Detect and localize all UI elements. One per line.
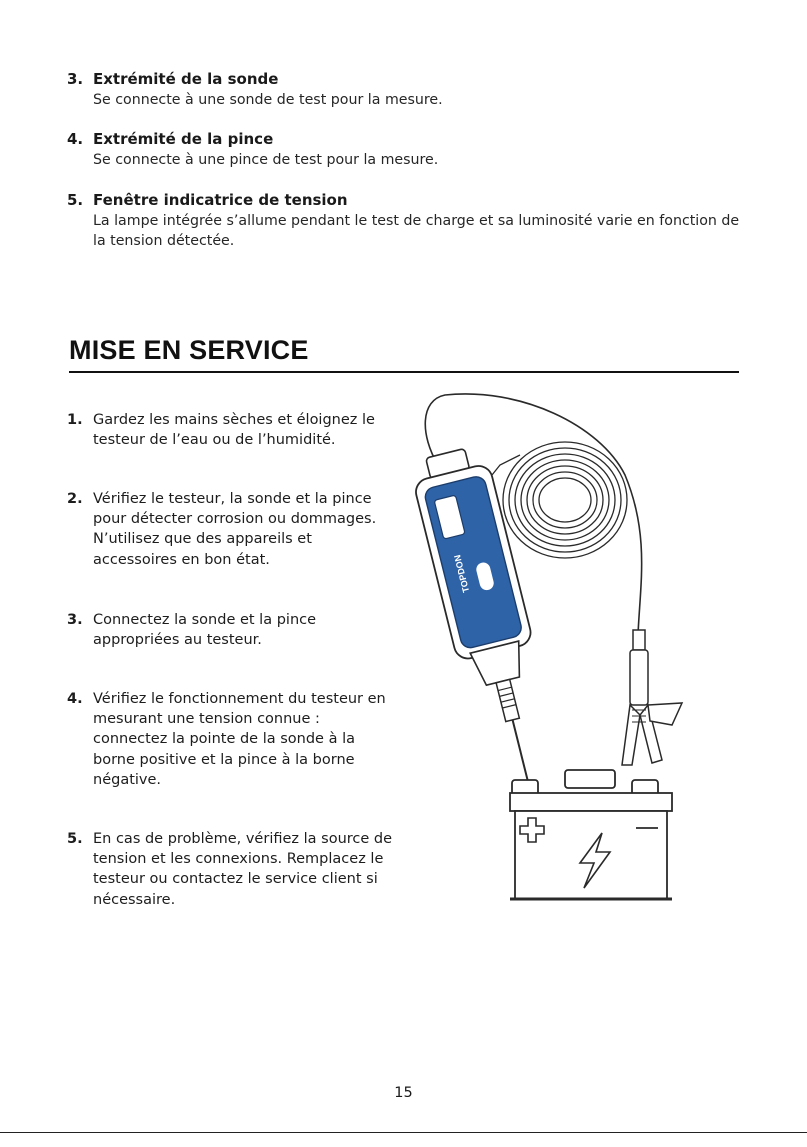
step-text: Gardez les mains sèches et éloignez le testeur de l’eau ou de l’humidité. <box>93 412 375 449</box>
step-number: 1. <box>67 412 83 428</box>
step-text: En cas de problème, vérifiez la source de tension et les connexions. Remplacez le testeur ou contactez le service client si nécessaire. <box>93 831 393 908</box>
item-description: La lampe intégrée s’allume pendant le test de charge et sa luminosité varie en fonction de la tension détectée. <box>93 213 740 249</box>
item-description: Se connecte à une sonde de test pour la mesure. <box>93 92 443 108</box>
step-text: Connectez la sonde et la pince appropriées au testeur. <box>93 612 317 649</box>
section-title: MISE EN SERVICE <box>69 335 309 365</box>
bottom-divider <box>0 1132 807 1133</box>
tester-device <box>408 444 576 832</box>
item-title: Extrémité de la pince <box>93 130 274 148</box>
page-number: 15 <box>394 1085 413 1101</box>
step-number: 4. <box>67 691 83 707</box>
step-number: 5. <box>67 831 83 847</box>
item-number: 3. <box>67 70 84 88</box>
alligator-clip <box>622 630 682 765</box>
item-number: 5. <box>67 191 84 209</box>
item-title: Fenêtre indicatrice de tension <box>93 191 348 209</box>
section-divider <box>69 371 739 373</box>
item-description: Se connecte à une pince de test pour la mesure. <box>93 152 439 168</box>
brand-logo: TOPDON <box>452 553 472 594</box>
tester-battery-illustration <box>400 385 745 905</box>
item-title: Extrémité de la sonde <box>93 70 279 88</box>
step-text: Vérifiez le fonctionnement du testeur en mesurant une tension connue : connectez la pointe de la sonde à la borne positive et la pince à la borne négative. <box>93 691 386 788</box>
step-text: Vérifiez le testeur, la sonde et la pince pour détecter corrosion ou dommages. N’utilisez que des appareils et accessoires en bon état. <box>93 491 377 568</box>
step-number: 2. <box>67 491 83 507</box>
item-number: 4. <box>67 130 84 148</box>
step-number: 3. <box>67 612 83 628</box>
